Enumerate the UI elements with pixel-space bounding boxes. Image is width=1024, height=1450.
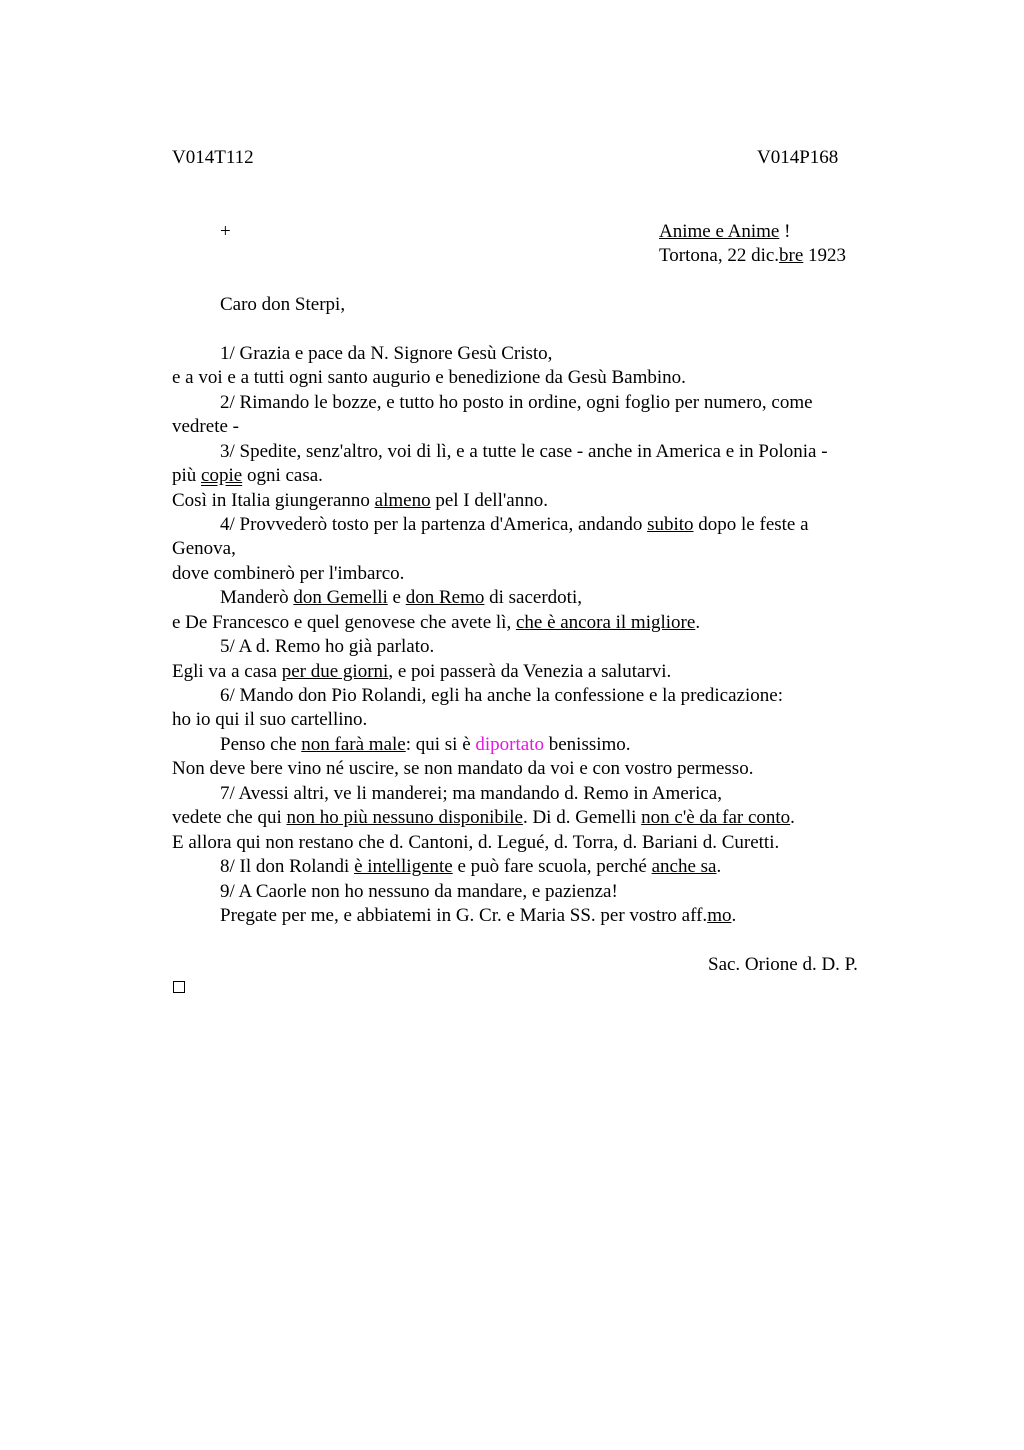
body-line-22 bbox=[220, 855, 721, 879]
place-date-year: 1923 bbox=[803, 245, 847, 266]
body-line-1: 1/ Grazia e pace da N. Signore Gesù Cristo, bbox=[220, 343, 553, 364]
motto-line bbox=[659, 220, 790, 244]
emphasis: non c'è da far conto bbox=[641, 807, 791, 828]
text-span: più bbox=[172, 465, 202, 486]
text-span: . bbox=[716, 856, 722, 877]
text-span: benissimo. bbox=[544, 734, 631, 755]
motto: Anime e Anime bbox=[659, 221, 780, 242]
text-span: di sacerdoti, bbox=[484, 587, 582, 608]
salutation: Caro don Sterpi, bbox=[220, 294, 346, 315]
text-span: 8/ Il don Rolandi bbox=[220, 856, 355, 877]
body-line-19: 7/ Avessi altri, ve li manderei; ma mandando d. Remo in America, bbox=[220, 783, 722, 804]
body-line-24 bbox=[220, 904, 736, 928]
body-line-6 bbox=[172, 464, 323, 488]
body-line-11 bbox=[220, 586, 582, 610]
document-code-left: V014T112 bbox=[172, 147, 254, 168]
emphasis: non farà male bbox=[301, 734, 406, 755]
body-line-5: 3/ Spedite, senz'altro, voi di lì, e a tutte le case - anche in America e in Polonia - bbox=[220, 441, 828, 462]
text-span: , e poi passerà da Venezia a salutarvi. bbox=[388, 661, 672, 682]
document-code-right: V014P168 bbox=[757, 147, 839, 168]
text-span: Egli va a casa bbox=[172, 661, 282, 682]
body-line-2: e a voi e a tutti ogni santo augurio e benedizione da Gesù Bambino. bbox=[172, 367, 686, 388]
emphasis-double: copie bbox=[201, 465, 243, 486]
emphasis: che è ancora il migliore bbox=[515, 612, 696, 633]
text-span: 4/ Provvederò tosto per la partenza d'America, andando bbox=[220, 514, 648, 535]
text-span: Pregate per me, e abbiatemi in G. Cr. e Maria SS. per vostro aff. bbox=[220, 905, 708, 926]
body-line-9: Genova, bbox=[172, 538, 236, 559]
text-span: Penso che bbox=[220, 734, 302, 755]
emphasis: mo bbox=[707, 905, 732, 926]
body-line-10: dove combinerò per l'imbarco. bbox=[172, 563, 405, 584]
cross-symbol: + bbox=[220, 221, 231, 242]
emphasis: non ho più nessuno disponibile bbox=[286, 807, 523, 828]
motto-suffix: ! bbox=[779, 221, 791, 242]
body-line-15: 6/ Mando don Pio Rolandi, egli ha anche la confessione e la predicazione: bbox=[220, 685, 783, 706]
emphasis: anche sa bbox=[651, 856, 717, 877]
emphasis: subito bbox=[647, 514, 694, 535]
text-span: vedete che qui bbox=[172, 807, 287, 828]
text-span: e bbox=[387, 587, 406, 608]
text-span: . Di d. Gemelli bbox=[522, 807, 642, 828]
emphasis: almeno bbox=[374, 490, 431, 511]
text-span: . bbox=[695, 612, 701, 633]
place-date bbox=[659, 244, 846, 268]
body-line-16: ho io qui il suo cartellino. bbox=[172, 709, 368, 730]
body-line-20 bbox=[172, 806, 795, 830]
body-line-18: Non deve bere vino né uscire, se non mandato da voi e con vostro permesso. bbox=[172, 758, 754, 779]
place-date-part: Tortona, 22 dic. bbox=[659, 245, 780, 266]
text-span: e può fare scuola, perché bbox=[452, 856, 652, 877]
emphasis: è intelligente bbox=[354, 856, 453, 877]
end-box-icon bbox=[173, 981, 185, 993]
text-span: : qui si è bbox=[405, 734, 476, 755]
body-line-17 bbox=[220, 733, 631, 757]
text-span: e De Francesco e quel genovese che avete lì, bbox=[172, 612, 516, 633]
body-line-4: vedrete - bbox=[172, 416, 239, 437]
text-span: pel I dell'anno. bbox=[430, 490, 548, 511]
text-span: dopo le feste a bbox=[693, 514, 809, 535]
body-line-7 bbox=[172, 489, 548, 513]
body-line-23: 9/ A Caorle non ho nessuno da mandare, e pazienza! bbox=[220, 881, 618, 902]
text-span: ogni casa. bbox=[242, 465, 323, 486]
body-line-12 bbox=[172, 611, 700, 635]
text-span: . bbox=[790, 807, 795, 828]
text-span: Così in Italia giungeranno bbox=[172, 490, 375, 511]
place-date-abbrev: bre bbox=[779, 245, 804, 266]
body-line-21: E allora qui non restano che d. Cantoni, d. Legué, d. Torra, d. Bariani d. Curetti. bbox=[172, 832, 780, 853]
body-line-14 bbox=[172, 660, 671, 684]
emphasis: per due giorni bbox=[281, 661, 389, 682]
body-line-13: 5/ A d. Remo ho già parlato. bbox=[220, 636, 435, 657]
emphasis: don Remo bbox=[405, 587, 485, 608]
signature: Sac. Orione d. D. P. bbox=[708, 954, 858, 975]
body-line-3: 2/ Rimando le bozze, e tutto ho posto in ordine, ogni foglio per numero, come bbox=[220, 392, 813, 413]
body-line-8 bbox=[220, 513, 809, 537]
text-span: Manderò bbox=[220, 587, 294, 608]
emphasis: don Gemelli bbox=[293, 587, 388, 608]
text-span: . bbox=[731, 905, 737, 926]
highlighted-word: diportato bbox=[475, 734, 544, 755]
